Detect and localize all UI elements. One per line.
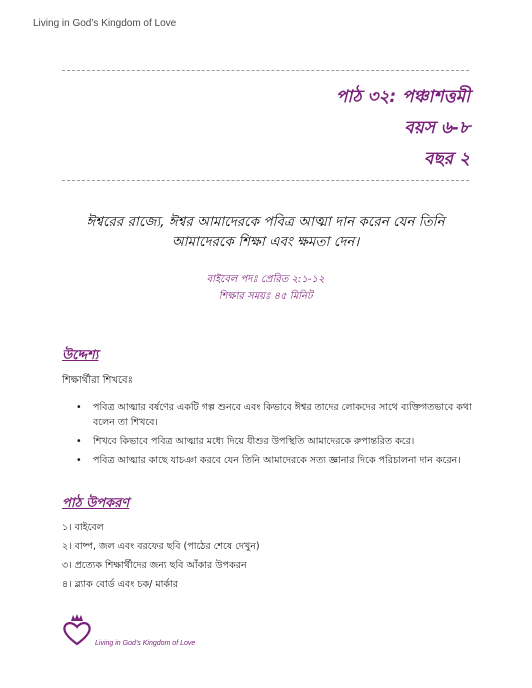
- objectives-list: [76, 400, 476, 472]
- age-range: বয়স ৬-৮: [404, 118, 470, 138]
- list-item: [76, 453, 476, 468]
- objective-text: পবিত্র আত্মার বর্ষণের একটি গল্প শুনবে এবং কিভাবে ঈশ্বর তাদের লোকদের সাথে ব্যক্তিগতভাবে কথা বলেন তা শিখবে।: [93, 402, 472, 428]
- lesson-title-block: [336, 82, 470, 175]
- list-item: [76, 434, 476, 449]
- list-item: ২। বাষ্প, জল এবং বরফের ছবি (পাঠের শেষে দেখুন): [62, 541, 260, 552]
- objective-text: পবিত্র আত্মার কাছে যাচঞা করবে যেন তিনি আমাদেরকে সত্য জ্ঞানার দিকে পরিচালনা দান করেন।: [93, 455, 461, 466]
- crown-heart-icon: [62, 612, 92, 648]
- materials-heading: পাঠ উপকরণ: [62, 496, 130, 511]
- reference-block: [62, 271, 469, 305]
- lesson-theme: ঈশ্বরের রাজ্যে, ঈশ্বর আমাদেরকে পবিত্র আত্মা দান করেন যেন তিনি আমাদেরকে শিক্ষা এবং ক্ষমতা দেন।: [86, 214, 445, 250]
- objective-text: শিখবে কিভাবে পবিত্র আত্মার মধ্যে দিয়ে যীশুর উপস্থিতি আমাদেরকে রুপান্তরিত করে।: [93, 436, 415, 447]
- lesson-time: শিক্ষার সময়ঃ ৪৫ মিনিট: [218, 291, 313, 302]
- page-header: Living in God’s Kingdom of Love: [33, 18, 177, 29]
- objectives-lead: শিক্ষার্থীরা শিখবেঃ: [62, 375, 133, 386]
- footer-text: Living in God’s Kingdom of Love: [95, 640, 196, 647]
- objectives-heading: উদ্দেশ্য: [62, 348, 99, 363]
- divider-bottom: [62, 180, 469, 181]
- bible-reference: বাইবেল পদঃ প্রেরিত ২:১-১২: [206, 274, 325, 285]
- lesson-title: পাঠ ৩২: পঞ্চাশত্তমী: [335, 87, 470, 107]
- list-item: ১। বাইবেল: [62, 522, 104, 533]
- list-item: ৪। ব্ল্যাক বোর্ড এবং চক/ মার্কার: [62, 579, 178, 590]
- list-item: ৩। প্রত্যেক শিক্ষার্থীদের জন্য ছবি আঁকার উপকরন: [62, 560, 247, 571]
- divider-top: [62, 70, 469, 71]
- materials-list: [62, 518, 260, 594]
- bullet-marker: •: [76, 402, 82, 413]
- bullet-marker: •: [76, 455, 82, 466]
- bullet-marker: •: [76, 436, 82, 447]
- curriculum-year: বছর ২: [423, 149, 470, 169]
- list-item: [76, 400, 476, 430]
